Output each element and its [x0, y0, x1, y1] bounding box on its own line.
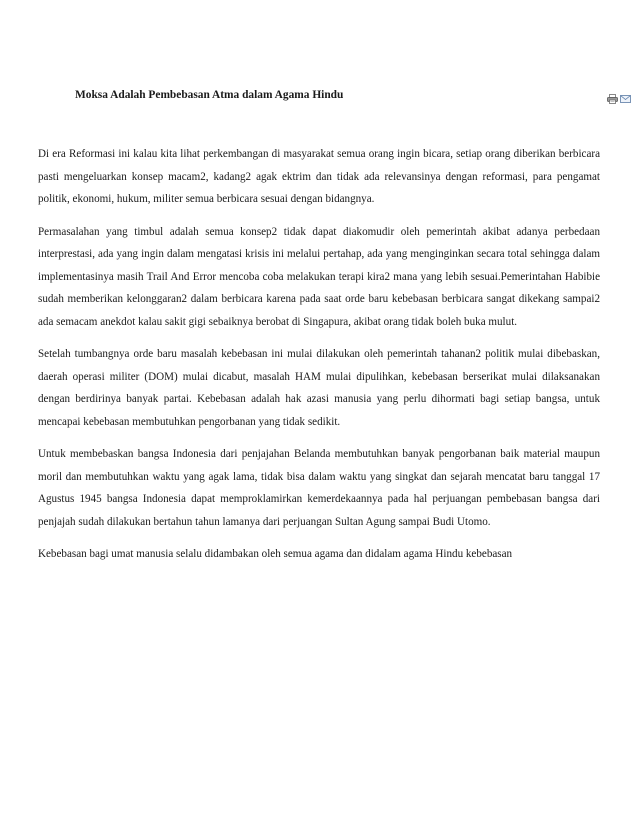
document-body [38, 143, 600, 576]
paragraph: Untuk membebaskan bangsa Indonesia dari penjajahan Belanda membutuhkan banyak pengorbanan baik material maupun moril dan membutuhkan waktu yang agak lama, tidak bisa dalam waktu yang singkat dan sejarah mencatat baru tanggal 17 Agustus 1945 bangsa Indonesia dapat memproklamirkan kemerdekaannya pada hal perjuangan pembebasan bangsa dari penjajah sudah dilakukan bertahun tahun lamanya dari perjuangan Sultan Agung sampai Budi Utomo. [38, 448, 600, 528]
paragraph: Setelah tumbangnya orde baru masalah kebebasan ini mulai dilakukan oleh pemerintah tahanan2 politik mulai dibebaskan, daerah operasi militer (DOM) mulai dicabut, masalah HAM mulai dipulihkan, kebebasan berserikat mulai dilaksanakan dengan berdirinya banyak partai. Kebebasan adalah hak azasi manusia yang perlu dihormati bagi setiap bangsa, untuk mencapai kebebasan membutuhkan pengorbanan yang tidak sedikit. [38, 348, 600, 428]
print-icon[interactable] [607, 91, 618, 101]
paragraph: Permasalahan yang timbul adalah semua konsep2 tidak dapat diakomudir oleh pemerintah akibat adanya perbedaan interprestasi, ada yang ingin dalam mengatasi krisis ini melalui pertahap, ada yang menginginkan secara total sehingga dalam implementasinya masih Trail And Error mencoba coba melakukan terapi kira2 mana yang lebih sesuai.Pemerintahan Habibie sudah memberikan kelonggaran2 dalam berbicara karena pada saat orde baru kebebasan berbicara sangat dikekang sampai2 ada semacam anekdot kalau sakit gigi sebaiknya berobat di Singapura, akibat orang tidak boleh buka mulut. [38, 225, 600, 328]
paragraph: Di era Reformasi ini kalau kita lihat perkembangan di masyarakat semua orang ingin bicara, setiap orang diberikan berbicara pasti mengeluarkan konsep macam2, kadang2 agak ektrim dan tidak ada relevansinya dengan reformasi, para pengamat politik, ekonomi, hukum, militer semua berbicara sesuai dengan bidangnya. [38, 148, 600, 205]
document-tools [607, 91, 631, 101]
document-title: Moksa Adalah Pembebasan Atma dalam Agama Hindu [75, 89, 344, 101]
email-icon[interactable] [620, 91, 631, 101]
paragraph: Kebebasan bagi umat manusia selalu didambakan oleh semua agama dan didalam agama Hindu kebebasan [38, 548, 513, 560]
